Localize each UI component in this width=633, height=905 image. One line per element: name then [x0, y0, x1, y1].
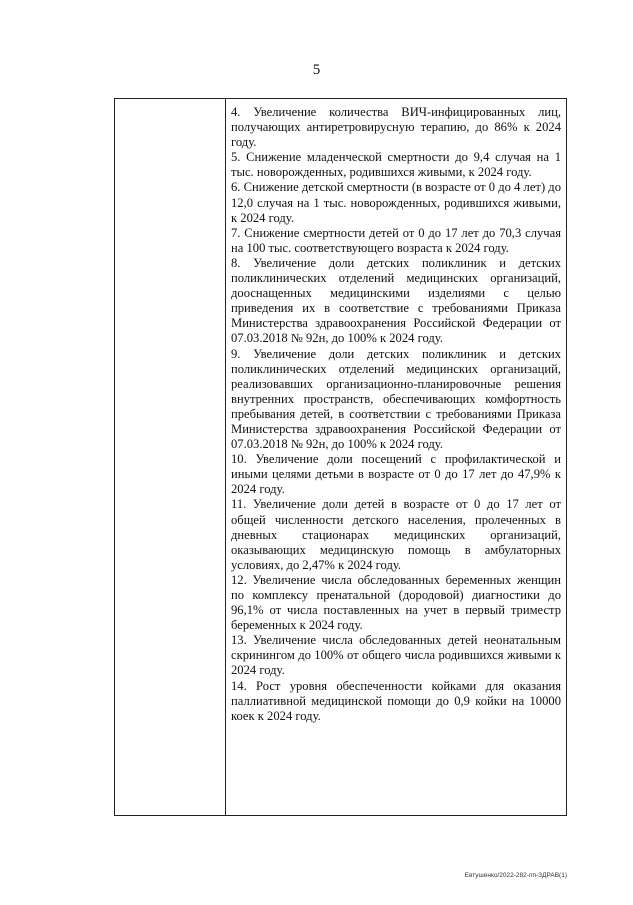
indicator-item-14: 14. Рост уровня обеспеченности койками для оказания паллиативной медицинской помощи до 0,9 койки на 10000 коек к 2024 году. — [231, 678, 561, 723]
indicator-item-6: 6. Снижение детской смертности (в возрасте от 0 до 4 лет) до 12,0 случая на 1 тыс. новорожденных, родившихся живыми, к 2024 году. — [231, 180, 561, 225]
document-code: Евтушенко/2022-282-пп-ЗДРАВ(1) — [464, 872, 567, 879]
indicator-item-10: 10. Увеличение доли посещений с профилактической и иными целями детьми в возрасте от 0 до 17 лет до 47,9% к 2024 году. — [231, 452, 561, 497]
page-number: 5 — [312, 62, 321, 78]
indicator-item-13: 13. Увеличение числа обследованных детей неонатальным скринингом до 100% от общего числа родившихся живыми к 2024 году. — [231, 633, 561, 678]
indicator-item-8: 8. Увеличение доли детских поликлиник и детских поликлинических отделений медицинских организаций, дооснащенных медицинскими изделиями с целью приведения их в соответствие с требованиями Приказа Министерства здравоохранения Российской Федерации от 07.03.2018 № 92н, до 100% к 2024 году. — [231, 255, 561, 346]
indicator-item-7: 7. Снижение смертности детей от 0 до 17 лет до 70,3 случая на 100 тыс. соответствующего возраста к 2024 году. — [231, 225, 561, 255]
indicator-item-4: 4. Увеличение количества ВИЧ-инфицированных лиц, получающих антиретровирусную терапию, до 86% к 2024 году. — [231, 105, 561, 150]
indicator-item-11: 11. Увеличение доли детей в возрасте от 0 до 17 лет от общей численности детского населения, пролеченных в дневных стационарах медицинских организаций, оказывающих медицинскую помощь в амбулаторных условиях, до 2,47% к 2024 году. — [231, 497, 561, 572]
indicator-item-9: 9. Увеличение доли детских поликлиник и детских поликлинических отделений медицинских организаций, реализовавших организационно-планировочные решения внутренних пространств, обеспечивающих комфортность пребывания детей, в соответствии с требованиями Приказа Министерства здравоохранения Российской Федерации от 07.03.2018 № 92н, до 100% к 2024 году. — [231, 346, 561, 452]
indicator-item-5: 5. Снижение младенческой смертности до 9,4 случая на 1 тыс. новорожденных, родившихся живыми, к 2024 году. — [231, 150, 561, 180]
column-divider — [225, 99, 226, 815]
document-table — [114, 98, 567, 816]
indicator-item-12: 12. Увеличение числа обследованных беременных женщин по комплексу пренатальной (дородовой) диагностики до 96,1% от числа поставленных на учет в первый триместр беременных к 2024 году. — [231, 572, 561, 633]
indicators-cell — [231, 105, 561, 724]
